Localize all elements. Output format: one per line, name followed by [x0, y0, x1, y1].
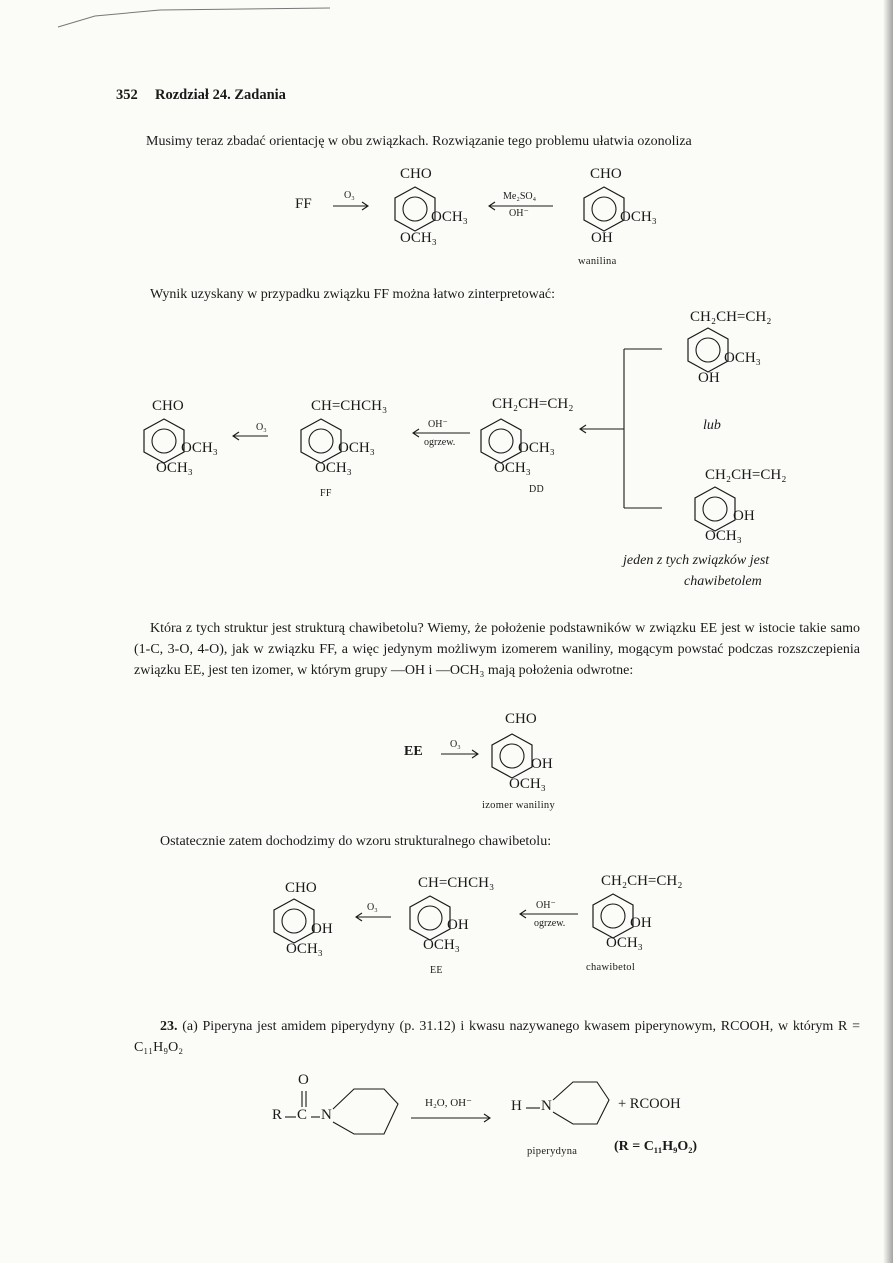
- formula-allyl: CH₂CH=CH₂: [492, 396, 574, 412]
- label-dd: DD: [529, 484, 545, 495]
- reagent-o3: O₃: [367, 902, 378, 913]
- formula-oh: OH: [311, 921, 333, 937]
- reagent-oh: OH⁻: [509, 208, 529, 219]
- formula-cho: CHO: [505, 711, 537, 727]
- reagent-me2so4: Me₂SO₄: [503, 191, 537, 202]
- paragraph-4: Ostatecznie zatem dochodzimy do wzoru strukturalnego chawibetolu:: [160, 834, 552, 849]
- reagent-o3: O₃: [256, 422, 267, 433]
- reagent-h2o-oh: H₂O, OH⁻: [425, 1097, 472, 1109]
- reagent-o3: O₃: [344, 190, 355, 201]
- paragraph-2: Wynik uzyskany w przypadku związku FF można łatwo zinterpretować:: [150, 287, 556, 302]
- formula-och3: OCH₃: [518, 440, 555, 456]
- reagent-oh: OH⁻: [536, 900, 556, 911]
- formula-cho: CHO: [152, 398, 184, 414]
- formula-och3: OCH₃: [431, 209, 468, 225]
- formula-oh: OH: [531, 756, 553, 772]
- formula-r: (R = C₁₁H₉O₂): [614, 1139, 698, 1154]
- formula-och3: OCH₃: [606, 935, 643, 951]
- caption-piperydyna: piperydyna: [527, 1146, 578, 1157]
- formula-och3: OCH₃: [509, 776, 546, 792]
- formula-och3: OCH₃: [181, 440, 218, 456]
- formula-propenyl: CH=CHCH₃: [418, 875, 495, 891]
- formula-cho: CHO: [590, 166, 622, 182]
- chapter-title: Rozdział 24. Zadania: [155, 87, 286, 103]
- formula-och3: OCH₃: [494, 460, 531, 476]
- text-lub: lub: [703, 418, 721, 433]
- formula-och3: OCH₃: [400, 230, 437, 246]
- formula-oh: OH: [698, 370, 720, 386]
- atom-o: O: [298, 1072, 309, 1088]
- reagent-heat: ogrzew.: [424, 437, 456, 448]
- atom-h: H: [511, 1098, 522, 1114]
- label-ee: EE: [430, 965, 443, 976]
- atom-n: N: [321, 1107, 332, 1123]
- paragraph-3: Która z tych struktur jest strukturą chawibetolu? Wiemy, że położenie podstawników w związku EE jest w istocie takie samo (1-C, 3-O, 4-O), jak w związku FF, a więc jedynym możliwym izomerem waniliny, mogącym powstać podczas rozszczepienia związku EE, jest ten izomer, w którym grupy —OH i —OCH₃ mają położenia odwrotne:: [134, 621, 860, 678]
- paragraph-1: Musimy teraz zbadać orientację w obu związkach. Rozwiązanie tego problemu ułatwia ozonoliza: [146, 134, 692, 149]
- label-ff: FF: [295, 196, 312, 212]
- formula-allyl: CH₂CH=CH₂: [705, 467, 787, 483]
- note-line-1: jeden z tych związków jest: [623, 553, 770, 568]
- label-ff: FF: [320, 488, 332, 499]
- formula-och3: OCH₃: [286, 941, 323, 957]
- product-rcooh: + RCOOH: [618, 1096, 681, 1112]
- formula-oh: OH: [733, 508, 755, 524]
- formula-och3: OCH₃: [724, 350, 761, 366]
- page-number: 352: [116, 87, 138, 103]
- caption-izomer-waniliny: izomer waniliny: [482, 800, 556, 811]
- problem-number: 23.: [160, 1019, 178, 1034]
- reagent-o3: O₃: [450, 739, 461, 750]
- caption-wanilina: wanilina: [578, 256, 617, 267]
- atom-n: N: [541, 1098, 552, 1114]
- formula-och3: OCH₃: [338, 440, 375, 456]
- formula-oh: OH: [447, 917, 469, 933]
- problem-text: (a) Piperyna jest amidem piperydyny (p. 31.12) i kwasu nazywanego kwasem piperynowym, RCOOH, w którym R = C₁₁H₉O₂: [134, 1019, 861, 1055]
- formula-och3: OCH₃: [423, 937, 460, 953]
- formula-och3: OCH₃: [705, 528, 742, 544]
- formula-cho: CHO: [285, 880, 317, 896]
- note-line-2: chawibetolem: [684, 574, 762, 589]
- reagent-heat: ogrzew.: [534, 918, 566, 929]
- caption-chawibetol: chawibetol: [586, 962, 636, 973]
- formula-allyl: CH₂CH=CH₂: [690, 309, 772, 325]
- formula-och3: OCH₃: [315, 460, 352, 476]
- formula-allyl: CH₂CH=CH₂: [601, 873, 683, 889]
- formula-cho: CHO: [400, 166, 432, 182]
- formula-oh: OH: [630, 915, 652, 931]
- formula-och3: OCH₃: [156, 460, 193, 476]
- formula-propenyl: CH=CHCH₃: [311, 398, 388, 414]
- reagent-oh: OH⁻: [428, 419, 448, 430]
- atom-r: R: [272, 1107, 283, 1123]
- atom-c: C: [297, 1107, 308, 1123]
- formula-och3: OCH₃: [620, 209, 657, 225]
- formula-oh: OH: [591, 230, 613, 246]
- label-ee: EE: [404, 744, 423, 759]
